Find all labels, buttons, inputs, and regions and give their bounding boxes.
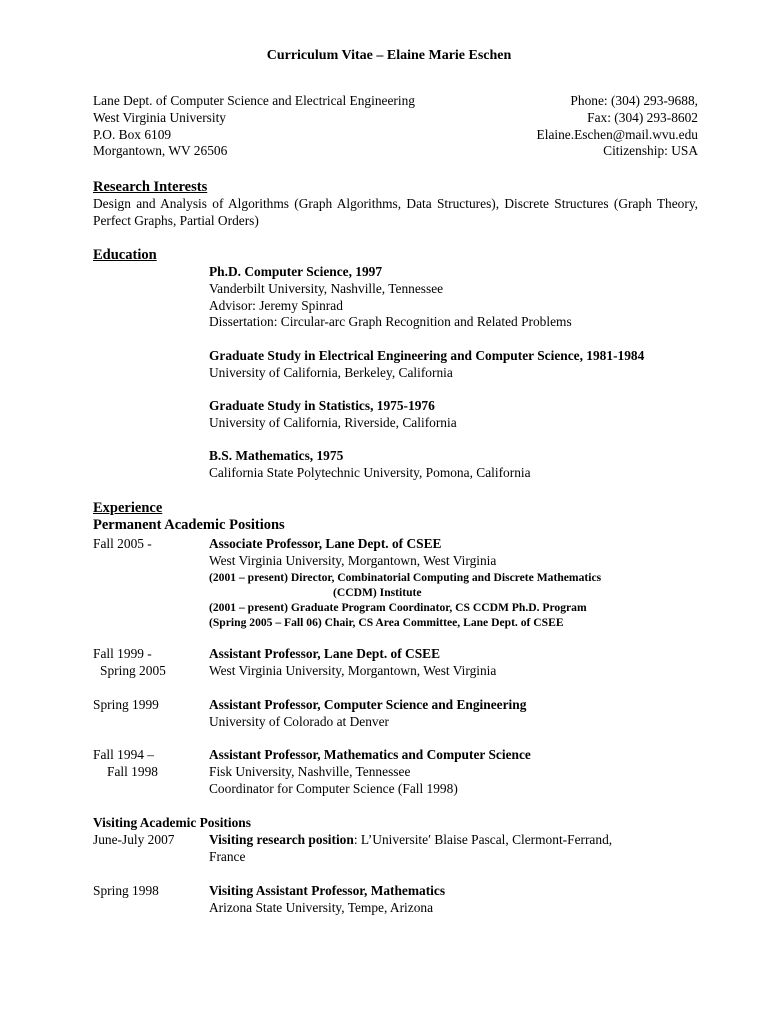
degree-line: University of California, Riverside, California (209, 414, 457, 430)
position-date: Fall 2005 - (93, 536, 152, 551)
degree-title: Graduate Study in Statistics, 1975-1976 (209, 398, 435, 413)
position-date (93, 747, 208, 781)
position-body (209, 697, 709, 731)
email-link[interactable]: Elaine.Eschen@mail.wvu.edu (536, 126, 698, 142)
experience-heading: Experience (93, 500, 163, 516)
permanent-positions-heading: Permanent Academic Positions (93, 517, 285, 533)
phone: Phone: (304) 293-9688, (570, 93, 698, 108)
degree-line: Advisor: Jeremy Spinrad (209, 297, 343, 313)
position-date: June-July 2007 (93, 832, 175, 847)
position-date: Spring 1998 (93, 883, 159, 898)
date-end: Fall 1998 (107, 763, 158, 779)
position-title: Assistant Professor, Computer Science and Engineering (209, 697, 527, 712)
citizenship: Citizenship: USA (603, 143, 698, 159)
position-body (209, 832, 709, 866)
address-line: West Virginia University (93, 109, 227, 125)
research-text: Design and Analysis of Algorithms (Graph Algorithms, Data Structures), Discrete Structures (Graph Theory, Perfect Graphs, Partial Orders) (93, 196, 698, 228)
position-place: Fisk University, Nashville, Tennessee (209, 763, 411, 779)
position-title: Visiting Assistant Professor, Mathematics (209, 883, 446, 898)
position-title: Visiting research position (209, 832, 354, 847)
position-body (209, 536, 709, 630)
education-entry (209, 348, 709, 382)
address-line: Morgantown, WV 26506 (93, 143, 228, 159)
fax: Fax: (304) 293-8602 (587, 109, 698, 125)
degree-line: California State Polytechnic University, Pomona, California (209, 464, 531, 480)
date-start: Fall 1994 – (93, 747, 155, 762)
position-title: Assistant Professor, Mathematics and Computer Science (209, 747, 531, 762)
position-note: Coordinator for Computer Science (Fall 1998) (209, 780, 458, 796)
address-line: Lane Dept. of Computer Science and Electrical Engineering (93, 93, 415, 108)
position-line (209, 832, 709, 849)
degree-line: Vanderbilt University, Nashville, Tennessee (209, 280, 444, 296)
position-date: Spring 1999 (93, 697, 159, 712)
position-body (209, 883, 709, 917)
position-body (209, 747, 709, 797)
degree-line: University of California, Berkeley, California (209, 364, 453, 380)
education-entry (209, 398, 709, 432)
date-end: Spring 2005 (100, 662, 166, 678)
position-place-cont: France (209, 848, 246, 864)
research-heading: Research Interests (93, 179, 208, 195)
contact-block (93, 93, 698, 160)
date-start: Fall 1999 - (93, 646, 152, 661)
document-title: Curriculum Vitae – Elaine Marie Eschen (266, 48, 512, 63)
degree-title: B.S. Mathematics, 1975 (209, 448, 344, 463)
visiting-positions-heading: Visiting Academic Positions (93, 815, 251, 830)
degree-title: Graduate Study in Electrical Engineering and Computer Science, 1981-1984 (209, 348, 645, 363)
position-place: : L’Universite′ Blaise Pascal, Clermont-Ferrand, (353, 832, 613, 847)
duty-line: (2001 – present) Graduate Program Coordinator, CS CCDM Ph.D. Program (209, 600, 587, 614)
position-place: West Virginia University, Morgantown, West Virginia (209, 552, 497, 568)
position-date (93, 646, 208, 680)
duty-line: (Spring 2005 – Fall 06) Chair, CS Area Committee, Lane Dept. of CSEE (209, 615, 564, 629)
duty-line: (2001 – present) Director, Combinatorial Computing and Discrete Mathematics (209, 570, 602, 584)
position-place: University of Colorado at Denver (209, 713, 389, 729)
education-heading: Education (93, 247, 157, 263)
position-place: Arizona State University, Tempe, Arizona (209, 899, 434, 915)
address-line: P.O. Box 6109 (93, 126, 172, 142)
education-entry (209, 448, 709, 482)
degree-line: Dissertation: Circular-arc Graph Recognition and Related Problems (209, 314, 572, 330)
position-place: West Virginia University, Morgantown, West Virginia (209, 662, 497, 678)
degree-title: Ph.D. Computer Science, 1997 (209, 264, 383, 279)
contact-info-block (537, 93, 698, 160)
duty-line: (CCDM) Institute (333, 585, 422, 599)
position-body (209, 646, 709, 680)
position-title: Associate Professor, Lane Dept. of CSEE (209, 536, 442, 551)
address-block (93, 93, 415, 160)
position-title: Assistant Professor, Lane Dept. of CSEE (209, 646, 441, 661)
education-entry (209, 264, 709, 331)
